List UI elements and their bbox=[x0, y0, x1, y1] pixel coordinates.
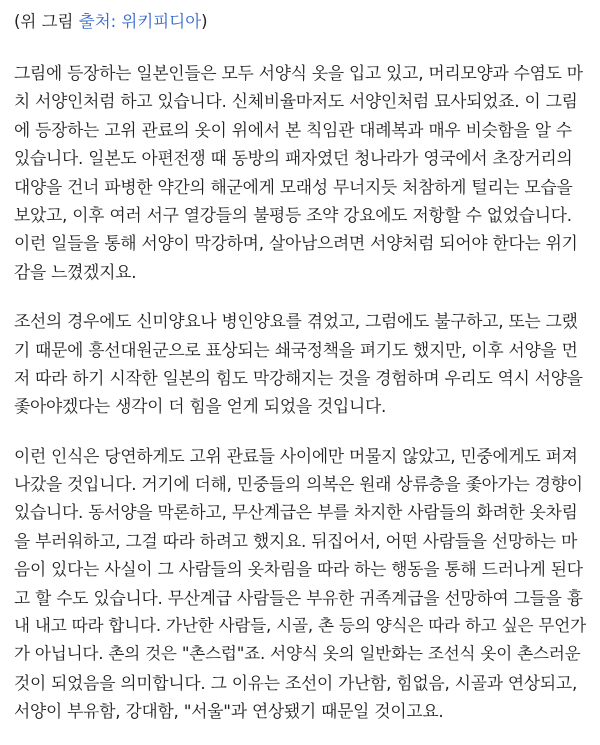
text-line: 서양이 부유함, 강대함, "서울"과 연상됐기 때문일 것이고요. bbox=[14, 701, 444, 722]
text-line: 조선의 경우에도 신미양요나 병인양요를 겪었고, 그럼에도 불구하고, 또는 그랬 bbox=[14, 311, 578, 332]
source-link[interactable]: 출처: 위키피디아 bbox=[78, 12, 202, 31]
text-line: 대양을 건너 파병한 약간의 해군에게 모래성 무너지듯 처참하게 털리는 모습을 bbox=[14, 176, 573, 197]
text-line: 치 서양인처럼 하고 있습니다. 신체비율마저도 서양인처럼 묘사되었죠. 이 그림 bbox=[14, 91, 578, 112]
text-line: 그림에 등장하는 일본인들은 모두 서양식 옷을 입고 있고, 머리모양과 수염도 마 bbox=[14, 63, 583, 83]
text-line: 있습니다. 일본도 아편전쟁 때 동방의 패자였던 청나라가 영국에서 초장거리의 bbox=[14, 148, 573, 169]
text-line: 기 때문에 흥선대원군으로 표상되는 쇄국정책을 펴기도 했지만, 이후 서양을 먼 bbox=[14, 339, 578, 360]
text-line: 이런 일들을 통해 서양이 막강하며, 살아남으려면 서양처럼 되어야 한다는 위기 bbox=[14, 233, 578, 254]
paragraph-3 bbox=[14, 442, 586, 726]
text-line: 가 아닙니다. 촌의 것은 "촌스럽"죠. 서양식 옷의 일반화는 조선식 옷이 촌스러운 bbox=[14, 644, 581, 664]
text-line: 이런 인식은 당연하게도 고위 관료들 사이에만 머물지 않았고, 민중에게도 퍼져 bbox=[14, 445, 578, 466]
paragraph-1 bbox=[14, 59, 586, 286]
image-caption bbox=[14, 8, 586, 36]
caption-suffix: ) bbox=[201, 12, 208, 31]
text-line: 감을 느꼈겠지요. bbox=[14, 261, 137, 282]
text-line: 것이 되었음을 의미합니다. 그 이유는 조선이 가난함, 힘없음, 시골과 연상되고, bbox=[14, 672, 578, 693]
text-line: 고 할 수도 있습니다. 무산계급 사람들은 부유한 귀족계급을 선망하여 그들을 흉 bbox=[14, 587, 583, 608]
text-line: 저 따라 하기 시작한 일본의 힘도 막강해지는 것을 경험하며 우리도 역시 서양을 bbox=[14, 367, 583, 388]
text-line: 좇아야겠다는 생각이 더 힘을 얻게 되었을 것입니다. bbox=[14, 396, 387, 417]
text-line: 나갔을 것입니다. 거기에 더해, 민중들의 의복은 원래 상류층을 좇아가는 경향이 bbox=[14, 474, 583, 495]
text-line: 음이 있다는 사실이 그 사람들의 옷차림을 따라 하는 행동을 통해 드러나게 된다 bbox=[14, 559, 583, 580]
paragraph-2 bbox=[14, 307, 586, 421]
paragraph-spacer bbox=[14, 286, 586, 307]
text-line: 있습니다. 동서양을 막론하고, 무산계급은 부를 차지한 사람들의 화려한 옷차림 bbox=[14, 502, 578, 523]
text-line: 을 부러워하고, 그걸 따라 하려고 했지요. 뒤집어서, 어떤 사람들을 선망하는 마 bbox=[14, 530, 578, 551]
caption-prefix: (위 그림 bbox=[14, 12, 79, 31]
text-line: 에 등장하는 고위 관료의 옷이 위에서 본 칙임관 대례복과 매우 비슷함을 알 수 bbox=[14, 119, 572, 140]
text-line: 내 내고 따라 합니다. 가난한 사람들, 시골, 촌 등의 양식은 따라 하고 싶은 무언가 bbox=[14, 616, 586, 636]
paragraph-spacer bbox=[14, 421, 586, 442]
text-line: 보았고, 이후 여러 서구 열강들의 불평등 조약 강요에도 저항할 수 없었습니다. bbox=[14, 204, 572, 225]
